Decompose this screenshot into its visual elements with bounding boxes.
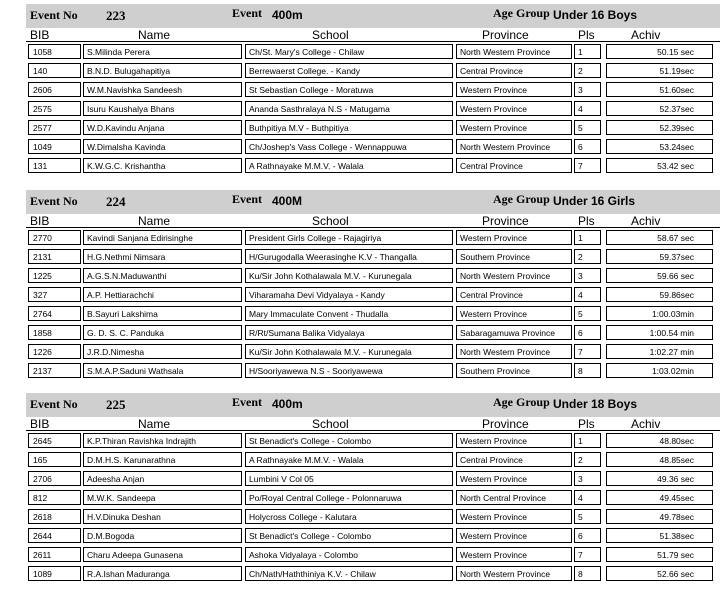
place-cell: 3 [574, 471, 601, 486]
event-distance: 400m [272, 8, 303, 22]
place-cell: 7 [574, 547, 601, 562]
achievement-cell: 52.66 sec [606, 566, 713, 581]
place-cell: 5 [574, 120, 601, 135]
col-bib-header: BIB [30, 417, 50, 431]
school-cell: Ch/Nath/Haththiniya K.V. - Chilaw [245, 566, 453, 581]
col-province-header: Province [482, 28, 529, 42]
event-no-label: Event No [30, 194, 78, 208]
place-cell: 1 [574, 44, 601, 59]
col-province-header: Province [482, 214, 529, 228]
col-province-header: Province [482, 417, 529, 431]
col-pls-header: Pls [578, 214, 595, 228]
province-cell: Central Province [456, 287, 572, 302]
province-cell: North Central Province [456, 490, 572, 505]
school-cell: Ch/Joshep's Vass College - Wennappuwa [245, 139, 453, 154]
event-header [26, 4, 720, 28]
result-row [26, 507, 720, 526]
province-cell: Western Province [456, 509, 572, 524]
achievement-cell: 1:00.03min [606, 306, 713, 321]
school-cell: President Girls College - Rajagiriya [245, 230, 453, 245]
result-row [26, 118, 720, 137]
result-row [26, 564, 720, 583]
place-cell: 5 [574, 306, 601, 321]
province-cell: North Western Province [456, 268, 572, 283]
school-cell: Ashoka Vidyalaya - Colombo [245, 547, 453, 562]
result-row [26, 156, 720, 175]
bib-cell: 2644 [28, 528, 81, 543]
bib-cell: 2770 [28, 230, 81, 245]
name-cell: Charu Adeepa Gunasena [83, 547, 242, 562]
province-cell: Southern Province [456, 363, 572, 378]
bib-cell: 140 [28, 63, 81, 78]
result-row [26, 80, 720, 99]
achievement-cell: 51.19sec [606, 63, 713, 78]
school-cell: H/Sooriyawewa N.S - Sooriyawewa [245, 363, 453, 378]
event-label: Event [232, 6, 262, 20]
name-cell: B.N.D. Bulugahapitiya [83, 63, 242, 78]
event-no-label: Event No [30, 8, 78, 22]
name-cell: M.W.K. Sandeepa [83, 490, 242, 505]
age-group-label: Age Group [493, 395, 550, 409]
result-row [26, 137, 720, 156]
place-cell: 2 [574, 452, 601, 467]
event-distance: 400M [272, 194, 303, 208]
bib-cell: 1058 [28, 44, 81, 59]
column-headers [26, 417, 720, 431]
bib-cell: 2606 [28, 82, 81, 97]
bib-cell: 327 [28, 287, 81, 302]
achievement-cell: 49.78sec [606, 509, 713, 524]
province-cell: North Western Province [456, 139, 572, 154]
result-row [26, 61, 720, 80]
name-cell: Adeesha Anjan [83, 471, 242, 486]
school-cell: St Benadict's College - Colombo [245, 528, 453, 543]
name-cell: R.A.Ishan Maduranga [83, 566, 242, 581]
bib-cell: 131 [28, 158, 81, 173]
bib-cell: 2137 [28, 363, 81, 378]
event-label: Event [232, 192, 262, 206]
achievement-cell: 50.15 sec [606, 44, 713, 59]
school-cell: Ku/Sir John Kothalawala M.V. - Kurunegala [245, 344, 453, 359]
column-headers [26, 28, 720, 42]
place-cell: 1 [574, 230, 601, 245]
province-cell: North Western Province [456, 566, 572, 581]
achievement-cell: 48.85sec [606, 452, 713, 467]
name-cell: K.W.G.C. Krishantha [83, 158, 242, 173]
place-cell: 7 [574, 344, 601, 359]
name-cell: A.P. Hettiarachchi [83, 287, 242, 302]
bib-cell: 1226 [28, 344, 81, 359]
name-cell: W.Dimalsha Kavinda [83, 139, 242, 154]
name-cell: D.M.H.S. Karunarathna [83, 452, 242, 467]
achievement-cell: 53.42 sec [606, 158, 713, 173]
province-cell: Western Province [456, 306, 572, 321]
col-name-header: Name [138, 417, 171, 431]
place-cell: 4 [574, 287, 601, 302]
result-row [26, 431, 720, 450]
event-section [26, 190, 720, 380]
achievement-cell: 51.79 sec [606, 547, 713, 562]
result-row [26, 42, 720, 61]
name-cell: W.M.Navishka Sandeesh [83, 82, 242, 97]
achievement-cell: 48.80sec [606, 433, 713, 448]
achievement-cell: 52.39sec [606, 120, 713, 135]
province-cell: North Western Province [456, 344, 572, 359]
achievement-cell: 59.66 sec [606, 268, 713, 283]
school-cell: St Sebastian College - Moratuwa [245, 82, 453, 97]
school-cell: Ananda Sasthralaya N.S - Matugama [245, 101, 453, 116]
province-cell: Western Province [456, 528, 572, 543]
province-cell: North Western Province [456, 44, 572, 59]
event-number: 224 [106, 194, 126, 209]
province-cell: Central Province [456, 158, 572, 173]
event-label: Event [232, 395, 262, 409]
col-achiv-header: Achiv [631, 28, 661, 42]
column-headers [26, 214, 720, 228]
name-cell: G. D. S. C. Panduka [83, 325, 242, 340]
place-cell: 3 [574, 82, 601, 97]
achievement-cell: 53.24sec [606, 139, 713, 154]
school-cell: Mary Immaculate Convent - Thudalla [245, 306, 453, 321]
province-cell: Sabaragamuwa Province [456, 325, 572, 340]
school-cell: Ku/Sir John Kothalawala M.V. - Kurunegala [245, 268, 453, 283]
result-row [26, 285, 720, 304]
bib-cell: 2575 [28, 101, 81, 116]
age-group-label: Age Group [493, 192, 550, 206]
school-cell: Ch/St. Mary's College - Chilaw [245, 44, 453, 59]
province-cell: Western Province [456, 471, 572, 486]
achievement-cell: 58.67 sec [606, 230, 713, 245]
col-pls-header: Pls [578, 28, 595, 42]
province-cell: Western Province [456, 230, 572, 245]
school-cell: Viharamaha Devi Vidyalaya - Kandy [245, 287, 453, 302]
achievement-cell: 1:00.54 min [606, 325, 713, 340]
achievement-cell: 1:02.27 min [606, 344, 713, 359]
name-cell: D.M.Bogoda [83, 528, 242, 543]
province-cell: Western Province [456, 547, 572, 562]
name-cell: K.P.Thiran Ravishka Indrajith [83, 433, 242, 448]
col-school-header: School [312, 28, 349, 42]
place-cell: 6 [574, 528, 601, 543]
province-cell: Western Province [456, 82, 572, 97]
name-cell: Kavindi Sanjana Edirisinghe [83, 230, 242, 245]
age-group-category: Under 16 Girls [553, 194, 636, 208]
province-cell: Western Province [456, 101, 572, 116]
result-row [26, 469, 720, 488]
age-group-label: Age Group [493, 6, 550, 20]
school-cell: A Rathnayake M.M.V. - Walala [245, 158, 453, 173]
event-number: 223 [106, 8, 126, 23]
achievement-cell: 51.60sec [606, 82, 713, 97]
school-cell: Holycross College - Kalutara [245, 509, 453, 524]
event-no-label: Event No [30, 397, 78, 411]
achievement-cell: 1:03.02min [606, 363, 713, 378]
achievement-cell: 51.38sec [606, 528, 713, 543]
bib-cell: 2645 [28, 433, 81, 448]
result-row [26, 247, 720, 266]
place-cell: 4 [574, 101, 601, 116]
result-row [26, 342, 720, 361]
school-cell: A Rathnayake M.M.V. - Walala [245, 452, 453, 467]
result-row [26, 266, 720, 285]
event-number: 225 [106, 397, 126, 412]
place-cell: 2 [574, 249, 601, 264]
achievement-cell: 49.36 sec [606, 471, 713, 486]
achievement-cell: 49.45sec [606, 490, 713, 505]
place-cell: 8 [574, 363, 601, 378]
bib-cell: 812 [28, 490, 81, 505]
result-row [26, 361, 720, 380]
bib-cell: 1089 [28, 566, 81, 581]
event-section [26, 393, 720, 583]
bib-cell: 165 [28, 452, 81, 467]
event-header [26, 393, 720, 417]
school-cell: Po/Royal Central College - Polonnaruwa [245, 490, 453, 505]
bib-cell: 2577 [28, 120, 81, 135]
achievement-cell: 52.37sec [606, 101, 713, 116]
province-cell: Western Province [456, 120, 572, 135]
col-name-header: Name [138, 28, 171, 42]
col-bib-header: BIB [30, 214, 50, 228]
bib-cell: 1225 [28, 268, 81, 283]
name-cell: A.G.S.N.Maduwanthi [83, 268, 242, 283]
province-cell: Central Province [456, 63, 572, 78]
name-cell: S.M.A.P.Saduni Wathsala [83, 363, 242, 378]
result-row [26, 526, 720, 545]
bib-cell: 2764 [28, 306, 81, 321]
place-cell: 5 [574, 509, 601, 524]
result-row [26, 488, 720, 507]
name-cell: H.V.Dinuka Deshan [83, 509, 242, 524]
event-distance: 400m [272, 397, 303, 411]
school-cell: H/Gurugodalla Weerasinghe K.V - Thangalla [245, 249, 453, 264]
achievement-cell: 59.86sec [606, 287, 713, 302]
place-cell: 7 [574, 158, 601, 173]
place-cell: 1 [574, 433, 601, 448]
age-group-category: Under 18 Boys [553, 397, 638, 411]
col-achiv-header: Achiv [631, 214, 661, 228]
bib-cell: 1049 [28, 139, 81, 154]
name-cell: Isuru Kaushalya Bhans [83, 101, 242, 116]
name-cell: W.D.Kavindu Anjana [83, 120, 242, 135]
place-cell: 3 [574, 268, 601, 283]
col-bib-header: BIB [30, 28, 50, 42]
name-cell: J.R.D.Nimesha [83, 344, 242, 359]
result-row [26, 450, 720, 469]
result-row [26, 99, 720, 118]
col-pls-header: Pls [578, 417, 595, 431]
school-cell: R/Rt/Sumana Balika Vidyalaya [245, 325, 453, 340]
school-cell: St Benadict's College - Colombo [245, 433, 453, 448]
event-header [26, 190, 720, 214]
result-row [26, 323, 720, 342]
place-cell: 4 [574, 490, 601, 505]
col-name-header: Name [138, 214, 171, 228]
name-cell: B.Sayuri Lakshima [83, 306, 242, 321]
col-school-header: School [312, 417, 349, 431]
result-row [26, 228, 720, 247]
place-cell: 8 [574, 566, 601, 581]
province-cell: Southern Province [456, 249, 572, 264]
bib-cell: 1858 [28, 325, 81, 340]
name-cell: S.Milinda Perera [83, 44, 242, 59]
school-cell: Berrewaerst College. - Kandy [245, 63, 453, 78]
age-group-category: Under 16 Boys [553, 8, 638, 22]
school-cell: Lumbini V Col 05 [245, 471, 453, 486]
col-achiv-header: Achiv [631, 417, 661, 431]
bib-cell: 2706 [28, 471, 81, 486]
col-school-header: School [312, 214, 349, 228]
result-row [26, 304, 720, 323]
result-row [26, 545, 720, 564]
place-cell: 6 [574, 139, 601, 154]
place-cell: 6 [574, 325, 601, 340]
name-cell: H.G.Nethmi Nimsara [83, 249, 242, 264]
province-cell: Central Province [456, 452, 572, 467]
event-section [26, 4, 720, 175]
province-cell: Western Province [456, 433, 572, 448]
place-cell: 2 [574, 63, 601, 78]
achievement-cell: 59.37sec [606, 249, 713, 264]
bib-cell: 2611 [28, 547, 81, 562]
bib-cell: 2618 [28, 509, 81, 524]
school-cell: Buthpitiya M.V - Buthpitiya [245, 120, 453, 135]
bib-cell: 2131 [28, 249, 81, 264]
